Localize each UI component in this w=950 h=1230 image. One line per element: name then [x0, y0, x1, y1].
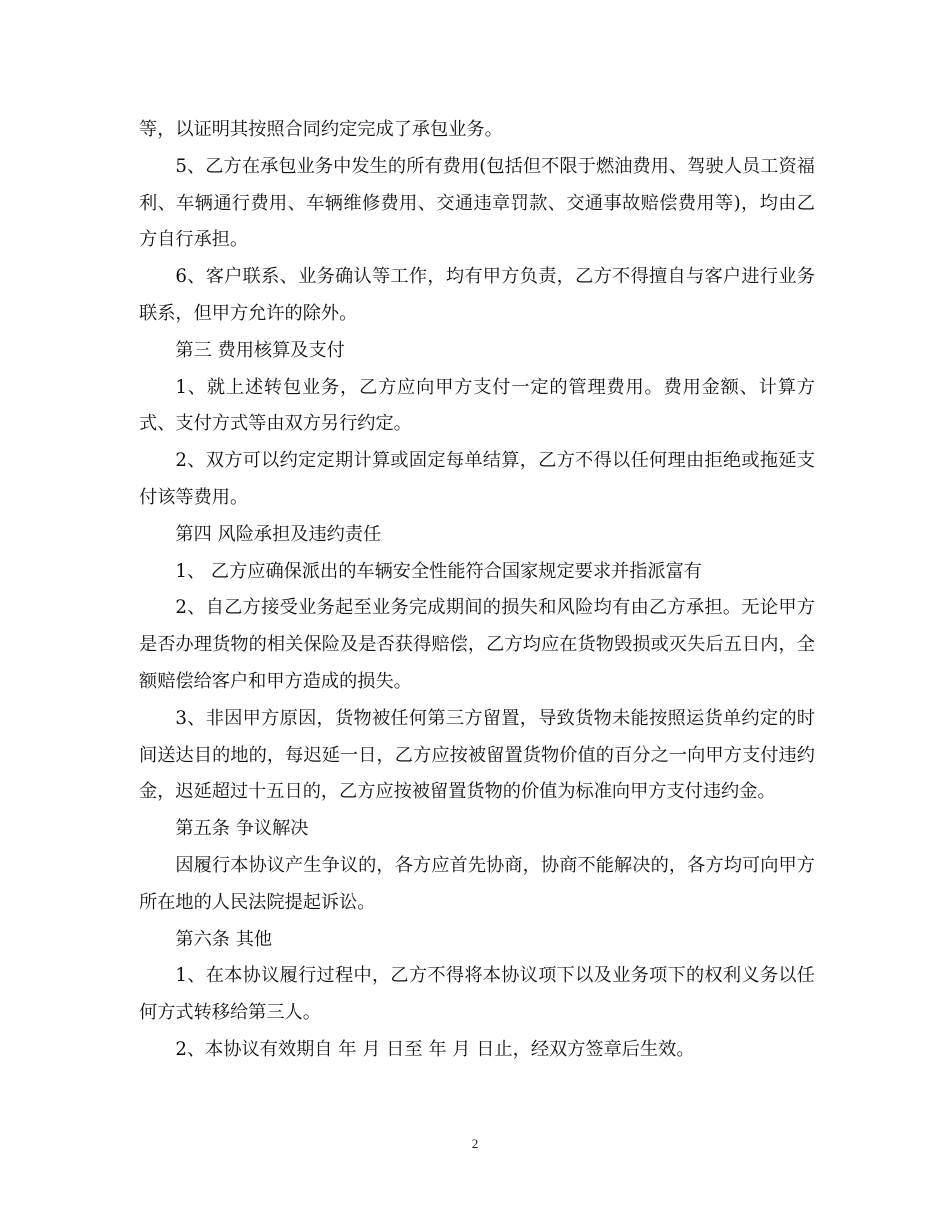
document-body	[139, 112, 815, 1069]
paragraph-risk-2: 2、自乙方接受业务起至业务完成期间的损失和风险均有由乙方承担。无论甲方是否办理货物的相关保险及是否获得赔偿，乙方均应在货物毁损或灭失后五日内，全额赔偿给客户和甲方造成的损失。	[139, 597, 815, 692]
paragraph-clause-5-costs: 5、乙方在承包业务中发生的所有费用(包括但不限于燃油费用、驾驶人员工资福利、车辆通行费用、车辆维修费用、交通违章罚款、交通事故赔偿费用等)，均由乙方自行承担。	[139, 155, 815, 251]
paragraph-fee-2: 2、双方可以约定定期计算或固定每单结算，乙方不得以任何理由拒绝或拖延支付该等费用。	[139, 450, 815, 508]
section-heading-dispute-resolution: 第五条 争议解决	[175, 818, 309, 840]
paragraph-fee-1: 1、就上述转包业务，乙方应向甲方支付一定的管理费用。费用金额、计算方式、支付方式等由双方另行约定。	[139, 376, 815, 435]
paragraph-risk-1: 1、 乙方应确保派出的车辆安全性能符合国家规定要求并指派富有	[175, 560, 702, 582]
paragraph-other-1: 1、在本协议履行过程中，乙方不得将本协议项下以及业务项下的权利义务以任何方式转移给第三人。	[139, 965, 815, 1024]
paragraph-dispute: 因履行本协议产生争议的，各方应首先协商，协商不能解决的，各方均可向甲方所在地的人民法院提起诉讼。	[139, 854, 815, 913]
page-number: 2	[471, 1136, 479, 1151]
paragraph-other-2: 2、本协议有效期自 年 月 日至 年 月 日止，经双方签章后生效。	[175, 1038, 695, 1060]
section-heading-fee-settlement: 第三 费用核算及支付	[175, 339, 345, 361]
paragraph-clause-6-customer-contact: 6、客户联系、业务确认等工作，均有甲方负责，乙方不得擅自与客户进行业务联系，但甲方允许的除外。	[139, 266, 815, 324]
section-heading-risk-liability: 第四 风险承担及违约责任	[175, 523, 382, 545]
paragraph-risk-3: 3、非因甲方原因，货物被任何第三方留置，导致货物未能按照运货单约定的时间送达目的地的，每迟延一日，乙方应按被留置货物价值的百分之一向甲方支付违约金，迟延超过十五日的，乙方应按被留置货物的价值为标准向甲方支付违约金。	[139, 707, 815, 803]
section-heading-other: 第六条 其他	[175, 928, 273, 950]
paragraph-continuation: 等，以证明其按照合同约定完成了承包业务。	[139, 119, 503, 140]
